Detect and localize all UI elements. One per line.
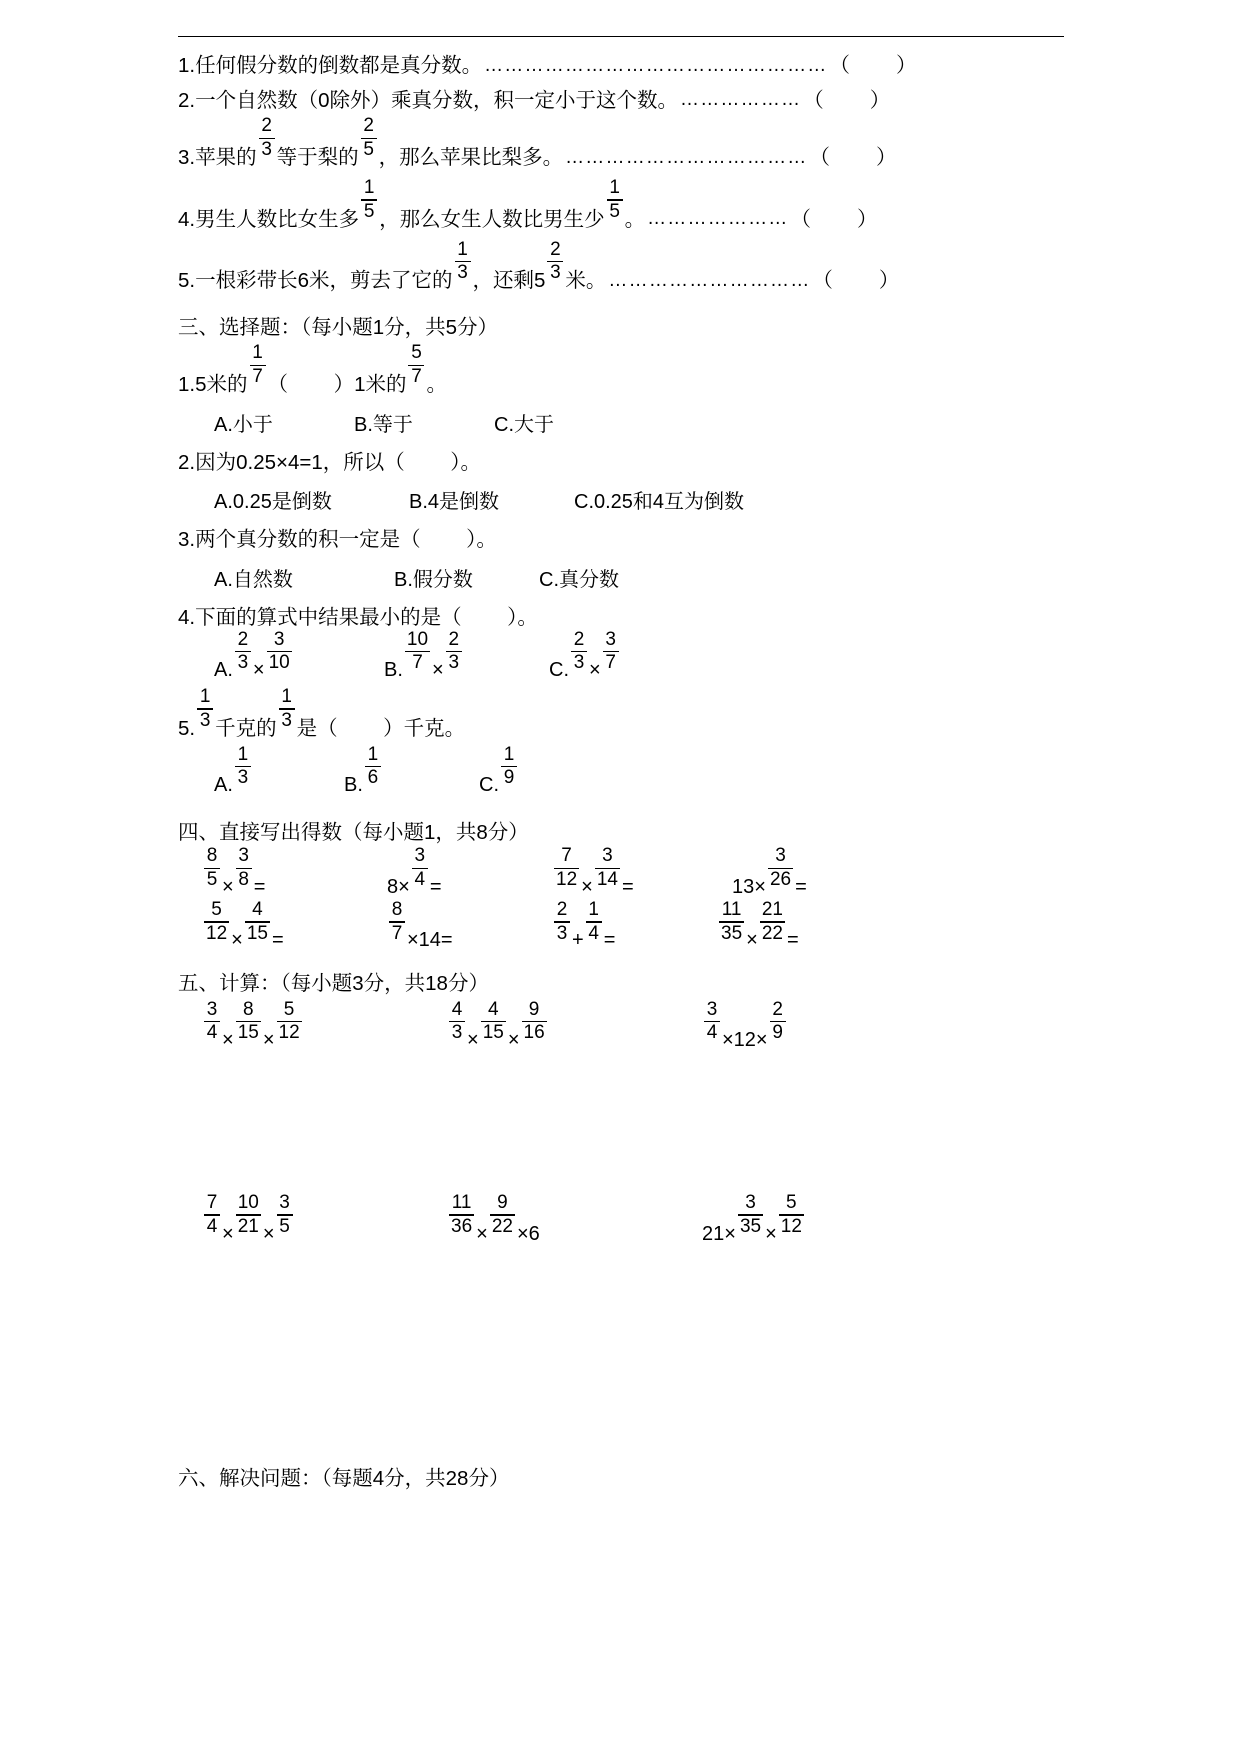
truefalse-item-4 xyxy=(178,177,1078,231)
denominator: 15 xyxy=(237,1022,259,1044)
choice-4-options xyxy=(178,628,1078,682)
denominator: 7 xyxy=(391,922,403,944)
numerator: 2 xyxy=(237,628,249,650)
leader-dots: ……………………………… xyxy=(565,146,808,168)
operator-1: ×12× xyxy=(722,1028,768,1051)
item-text-a: 一根彩带长6米，剪去了它的 xyxy=(195,269,453,293)
option-c[interactable] xyxy=(479,743,519,797)
denominator: 7 xyxy=(605,652,616,674)
denominator: 3 xyxy=(573,652,585,674)
fraction xyxy=(779,1193,804,1237)
item-number: 5. xyxy=(178,716,196,740)
fraction xyxy=(204,900,229,944)
leading-number: 13× xyxy=(732,875,766,898)
numerator: 2 xyxy=(261,115,272,137)
denominator: 4 xyxy=(206,1022,218,1044)
truefalse-item-2 xyxy=(178,88,1078,112)
item-text: 一个自然数（0除外）乘真分数，积一定小于这个数。 xyxy=(195,88,679,112)
option-b[interactable] xyxy=(384,628,549,682)
item-text-b: ，还剩5 xyxy=(472,269,546,293)
fraction xyxy=(768,846,793,890)
operator: × xyxy=(589,658,601,681)
denominator: 5 xyxy=(609,200,620,222)
expression-1[interactable] xyxy=(202,845,387,899)
item-number: 5. xyxy=(178,269,196,293)
fraction xyxy=(361,178,377,222)
numerator: 5 xyxy=(411,342,422,364)
operator-1: × xyxy=(222,1028,234,1051)
operator: × xyxy=(432,658,444,681)
fraction xyxy=(408,343,424,387)
denominator: 3 xyxy=(556,922,568,944)
expression-5[interactable] xyxy=(202,899,387,953)
fraction xyxy=(245,900,270,944)
denominator: 5 xyxy=(279,1215,290,1237)
item-text-b: 等于梨的 xyxy=(276,146,359,170)
option-c[interactable]: C.0.25和4互为倒数 xyxy=(574,491,745,514)
fraction xyxy=(250,343,266,387)
fraction xyxy=(501,745,517,789)
leader-dots: ………………………… xyxy=(608,269,811,291)
denominator: 15 xyxy=(246,922,268,944)
answer-open-paren: （ xyxy=(829,54,851,77)
item-number: 2. xyxy=(178,88,196,112)
calc-expression-5[interactable] xyxy=(447,1192,702,1246)
item-number: 1. xyxy=(178,373,196,397)
numerator: 1 xyxy=(237,743,249,765)
fraction xyxy=(719,900,744,944)
denominator: 3 xyxy=(451,1022,463,1044)
denominator: 6 xyxy=(367,767,379,789)
operator-1: × xyxy=(765,1222,777,1245)
item-text: 4.下面的算式中结果最小的是（ ）。 xyxy=(178,605,538,629)
calc-expression-3[interactable] xyxy=(702,998,788,1052)
expression-7[interactable] xyxy=(552,899,717,953)
fraction xyxy=(405,630,430,674)
equals-sign: = xyxy=(795,875,807,898)
calc-expression-4[interactable] xyxy=(202,1192,447,1246)
fraction xyxy=(412,846,428,890)
operator-1: × xyxy=(476,1222,488,1245)
fraction xyxy=(571,630,587,674)
fraction xyxy=(235,630,251,674)
fraction xyxy=(259,116,275,160)
fraction xyxy=(446,630,462,674)
item-text-b: ，那么女生人数比男生少 xyxy=(379,207,605,231)
item-text: 2.因为0.25×4=1，所以（ ）。 xyxy=(178,450,482,474)
answer-close-paren: ） xyxy=(857,207,878,231)
numerator: 21 xyxy=(761,899,783,921)
numerator: 7 xyxy=(206,1192,218,1214)
item-number: 4. xyxy=(178,207,196,231)
numerator: 2 xyxy=(550,238,561,260)
fraction xyxy=(522,1000,547,1044)
equals-sign: = xyxy=(603,929,616,952)
denominator: 4 xyxy=(706,1022,718,1044)
denominator: 35 xyxy=(721,922,743,944)
item-text-a: 男生人数比女生多 xyxy=(195,207,360,231)
numerator: 1 xyxy=(363,177,375,199)
fraction xyxy=(547,240,563,284)
option-label: A. xyxy=(214,773,233,796)
numerator: 9 xyxy=(497,1192,508,1214)
answer-close-paren: ） xyxy=(876,146,897,170)
numerator: 5 xyxy=(283,998,295,1020)
fraction xyxy=(554,846,579,890)
numerator: 1 xyxy=(199,686,211,708)
denominator: 36 xyxy=(451,1215,473,1237)
denominator: 12 xyxy=(206,922,228,944)
numerator: 4 xyxy=(487,998,499,1020)
denominator: 21 xyxy=(237,1215,259,1237)
numerator: 2 xyxy=(573,628,585,650)
denominator: 7 xyxy=(412,652,423,674)
expression-2[interactable] xyxy=(387,845,552,899)
leading-number: 21× xyxy=(702,1222,736,1245)
denominator: 8 xyxy=(238,868,249,890)
fraction xyxy=(554,900,570,944)
denominator: 3 xyxy=(550,262,561,284)
expression-4[interactable] xyxy=(732,845,807,899)
choice-5-options xyxy=(178,743,1078,797)
equals-sign: = xyxy=(429,875,442,898)
expression-3[interactable] xyxy=(552,845,732,899)
option-c[interactable]: C.真分数 xyxy=(539,568,619,591)
fraction xyxy=(197,687,213,731)
numerator: 2 xyxy=(556,899,568,921)
numerator: 1 xyxy=(252,342,263,364)
denominator: 14 xyxy=(596,868,618,890)
option-label: B. xyxy=(344,773,363,796)
operator-2: ×6 xyxy=(516,1222,540,1245)
fraction xyxy=(204,1000,220,1044)
fraction xyxy=(603,630,619,674)
fraction xyxy=(361,116,377,160)
numerator: 2 xyxy=(448,628,460,650)
denominator: 5 xyxy=(206,868,218,890)
numerator: 10 xyxy=(237,1192,259,1214)
denominator: 3 xyxy=(237,652,249,674)
operator: × xyxy=(222,875,234,898)
option-b[interactable]: B.假分数 xyxy=(394,568,473,591)
leading-number: 8× xyxy=(387,875,410,898)
fraction xyxy=(770,1000,786,1044)
fraction xyxy=(704,1000,720,1044)
answer-open-paren: （ xyxy=(809,146,831,170)
fraction xyxy=(738,1193,763,1237)
fraction xyxy=(490,1193,515,1237)
numerator: 3 xyxy=(602,845,613,867)
option-label: A. xyxy=(214,658,233,681)
denominator: 22 xyxy=(491,1215,513,1237)
item-text-a: 苹果的 xyxy=(195,146,257,170)
option-a[interactable]: A.0.25是倒数 xyxy=(214,491,332,514)
expression-8[interactable] xyxy=(717,899,799,953)
item-text-a: 千克的 xyxy=(215,716,277,740)
item-text-b[interactable]: 是（ ）千克。 xyxy=(296,716,466,740)
answer-blank-text[interactable]: （ ）1米的 xyxy=(267,373,407,397)
numerator: 4 xyxy=(451,998,463,1020)
denominator: 26 xyxy=(769,868,792,890)
denominator: 22 xyxy=(761,922,783,944)
answer-workspace-2[interactable] xyxy=(178,1246,1078,1461)
fraction xyxy=(760,900,785,944)
option-b[interactable]: B.等于 xyxy=(354,413,413,436)
answer-close-paren: ） xyxy=(878,269,900,293)
numerator: 1 xyxy=(281,686,292,708)
denominator: 5 xyxy=(363,200,375,222)
worksheet-content xyxy=(178,56,1078,1505)
numerator: 8 xyxy=(242,998,254,1020)
numerator: 4 xyxy=(252,899,263,921)
header-rule xyxy=(178,36,1064,37)
denominator: 7 xyxy=(411,365,422,387)
operator: + xyxy=(572,929,584,952)
operator: × xyxy=(252,658,265,681)
denominator: 10 xyxy=(268,652,290,674)
numerator: 5 xyxy=(786,1192,797,1214)
numerator: 1 xyxy=(609,177,620,199)
fraction xyxy=(277,1000,302,1044)
numerator: 10 xyxy=(406,628,429,650)
numerator: 3 xyxy=(273,628,285,650)
choice-3-options xyxy=(178,563,1078,592)
equals-sign: = xyxy=(253,875,266,898)
denominator: 5 xyxy=(363,138,374,160)
fraction xyxy=(204,1193,220,1237)
fraction xyxy=(236,846,252,890)
option-a[interactable] xyxy=(214,628,384,682)
operator: × xyxy=(746,929,758,952)
numerator: 3 xyxy=(745,1192,756,1214)
numerator: 8 xyxy=(391,899,403,921)
calc-expression-6[interactable] xyxy=(702,1192,806,1246)
denominator: 7 xyxy=(252,365,263,387)
fraction xyxy=(267,630,292,674)
truefalse-item-1 xyxy=(178,56,1078,77)
operator-2: × xyxy=(262,1222,275,1245)
section5-row-2 xyxy=(178,1192,1078,1246)
answer-open-paren: （ xyxy=(790,207,812,231)
answer-close-paren: ） xyxy=(896,54,917,77)
numerator: 5 xyxy=(211,899,222,921)
option-a[interactable] xyxy=(214,743,344,797)
item-text: 3.两个真分数的积一定是（ ）。 xyxy=(178,528,497,552)
denominator: 15 xyxy=(482,1022,504,1044)
fraction xyxy=(449,1193,474,1237)
choice-question-4 xyxy=(178,605,1078,629)
numerator: 8 xyxy=(206,845,218,867)
fraction xyxy=(586,900,602,944)
item-text: 任何假分数的倒数都是真分数。 xyxy=(195,54,483,77)
item-number: 1. xyxy=(178,54,196,77)
choice-question-3 xyxy=(178,530,1078,551)
option-label: C. xyxy=(479,773,499,796)
fraction xyxy=(365,745,381,789)
numerator: 11 xyxy=(721,899,742,921)
fraction xyxy=(235,745,251,789)
denominator: 4 xyxy=(588,922,599,944)
option-label: C. xyxy=(549,658,569,681)
numerator: 3 xyxy=(279,1192,290,1214)
choice-1-options xyxy=(178,408,1078,437)
equals-sign: = xyxy=(271,929,284,952)
expression-6[interactable] xyxy=(387,899,552,953)
choice-question-2 xyxy=(178,450,1078,474)
section5-row-1 xyxy=(178,998,1078,1052)
denominator: 3 xyxy=(261,138,272,160)
item-text-c: ，那么苹果比梨多。 xyxy=(378,146,564,170)
numerator: 1 xyxy=(503,743,515,765)
operator-1: × xyxy=(467,1028,479,1051)
operator-2: × xyxy=(262,1028,275,1051)
leader-dots: ………………… xyxy=(647,208,789,230)
leader-dots: ……………… xyxy=(680,89,802,110)
item-text-a: 5米的 xyxy=(195,373,248,397)
section-heading-5: 五、计算：（每小题3分，共18分） xyxy=(178,972,489,996)
answer-open-paren: （ xyxy=(803,88,824,112)
equals-sign: = xyxy=(621,875,634,898)
fraction xyxy=(481,1000,506,1044)
operator: × xyxy=(231,929,243,952)
fraction xyxy=(389,900,405,944)
section-heading-3: 三、选择题：（每小题1分，共5分） xyxy=(178,315,499,339)
choice-2-options xyxy=(178,485,1078,514)
fraction xyxy=(279,687,295,731)
truefalse-item-3 xyxy=(178,115,1078,170)
answer-close-paren: ） xyxy=(869,88,891,112)
operator-2: × xyxy=(507,1028,520,1051)
numerator: 1 xyxy=(457,238,468,260)
numerator: 3 xyxy=(238,845,249,867)
denominator: 16 xyxy=(523,1022,545,1044)
numerator: 3 xyxy=(706,998,718,1020)
denominator: 35 xyxy=(739,1215,762,1237)
section-heading-4: 四、直接写出得数（每小题1，共8分） xyxy=(178,820,529,844)
option-a[interactable]: A.自然数 xyxy=(214,568,293,591)
fraction xyxy=(236,1193,261,1237)
denominator: 3 xyxy=(457,262,468,284)
item-text-c: 。 xyxy=(624,207,646,231)
fraction xyxy=(455,240,471,284)
numerator: 9 xyxy=(528,998,540,1020)
operator-1: × xyxy=(222,1222,234,1245)
denominator: 3 xyxy=(237,767,249,789)
numerator: 3 xyxy=(605,628,616,650)
fraction xyxy=(607,178,623,222)
denominator: 4 xyxy=(206,1215,218,1237)
calc-expression-2[interactable] xyxy=(447,998,702,1052)
denominator: 12 xyxy=(780,1215,802,1237)
calc-expression-1[interactable] xyxy=(202,998,447,1052)
operator: × xyxy=(581,875,593,898)
option-label: B. xyxy=(384,658,403,681)
denominator: 12 xyxy=(556,868,578,890)
leader-dots: …………………………………………… xyxy=(484,54,828,76)
numerator: 3 xyxy=(775,845,786,867)
fraction xyxy=(204,846,220,890)
numerator: 1 xyxy=(588,899,599,921)
numerator: 2 xyxy=(363,115,374,137)
fraction xyxy=(236,1000,261,1044)
section4-row-2 xyxy=(178,899,1078,953)
truefalse-item-5 xyxy=(178,238,1078,293)
denominator: 9 xyxy=(503,767,515,789)
item-text-c: 米。 xyxy=(565,269,607,293)
option-b[interactable] xyxy=(344,743,479,797)
option-c[interactable]: C.大于 xyxy=(494,413,554,436)
fraction xyxy=(595,846,620,890)
denominator: 9 xyxy=(772,1022,783,1044)
numerator: 3 xyxy=(206,998,218,1020)
option-c[interactable] xyxy=(549,628,621,682)
numerator: 3 xyxy=(414,845,426,867)
answer-workspace-1[interactable] xyxy=(178,1052,1078,1202)
denominator: 3 xyxy=(448,652,460,674)
denominator: 4 xyxy=(414,868,426,890)
item-number: 3. xyxy=(178,146,196,170)
numerator: 7 xyxy=(561,845,572,867)
equals-sign: = xyxy=(786,929,799,952)
trailing-expression: ×14= xyxy=(407,929,453,952)
choice-question-5 xyxy=(178,686,1078,740)
section4-row-1 xyxy=(178,845,1078,899)
fraction xyxy=(449,1000,465,1044)
numerator: 1 xyxy=(367,743,379,765)
numerator: 2 xyxy=(772,998,783,1020)
denominator: 3 xyxy=(281,709,292,731)
fraction xyxy=(277,1193,293,1237)
item-text-tail: 。 xyxy=(426,373,447,397)
choice-question-1 xyxy=(178,342,1078,397)
numerator: 11 xyxy=(451,1192,472,1214)
option-a[interactable]: A.小于 xyxy=(214,413,273,436)
option-b[interactable]: B.4是倒数 xyxy=(409,491,500,514)
denominator: 12 xyxy=(278,1022,300,1044)
section-heading-6: 六、解决问题：（每题4分，共28分） xyxy=(178,1466,510,1490)
answer-open-paren: （ xyxy=(812,269,833,293)
denominator: 3 xyxy=(199,709,211,731)
